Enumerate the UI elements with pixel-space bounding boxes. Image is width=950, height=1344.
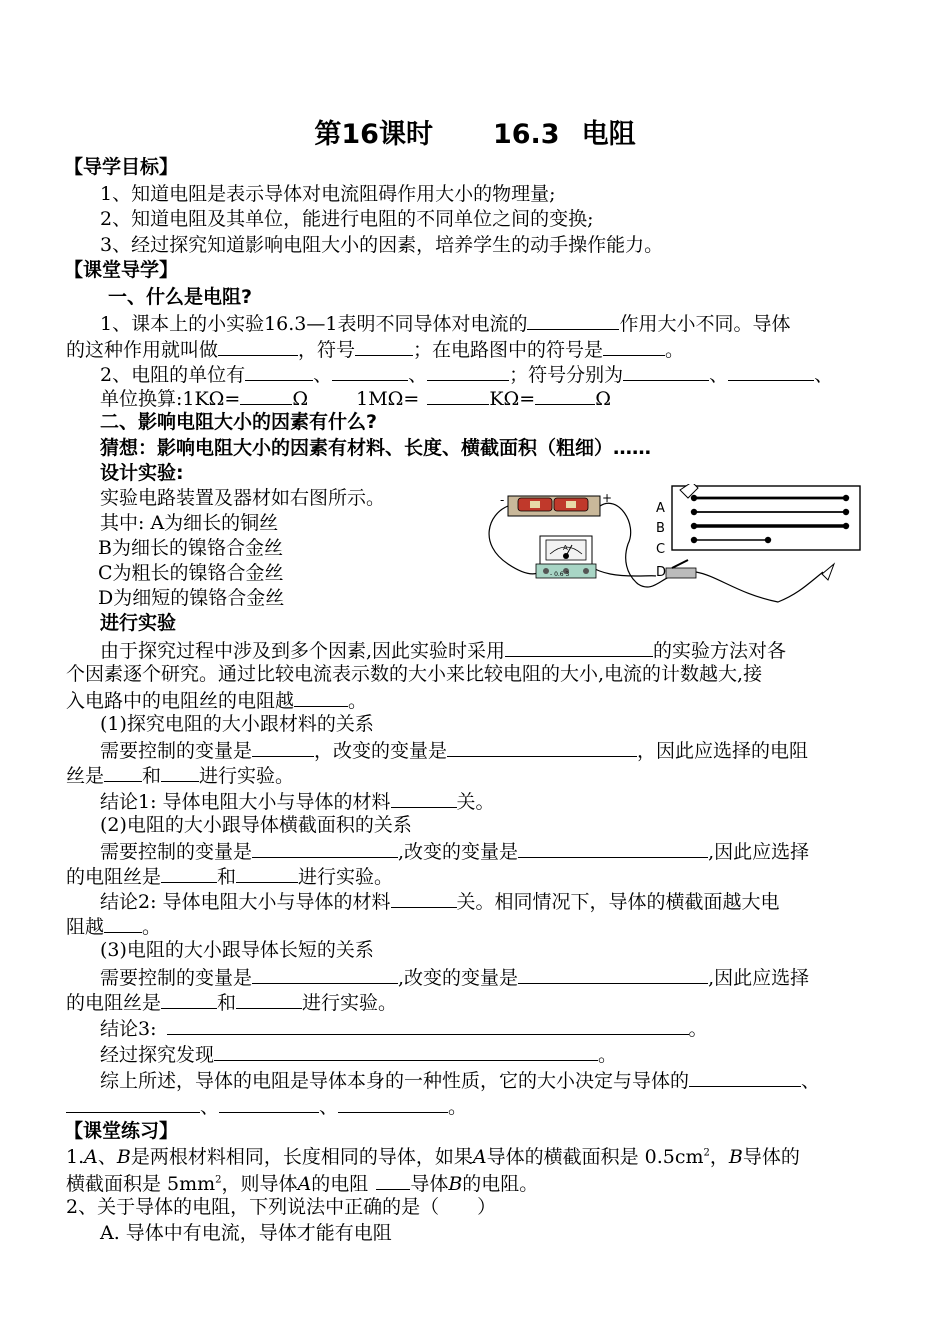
blank-field[interactable] xyxy=(391,887,457,908)
blank-field[interactable] xyxy=(427,360,509,381)
conclusion-2-cont: 阻越 。 xyxy=(66,912,161,940)
goal-item: 2、知道电阻及其单位，能进行电阻的不同单位之间的变换; xyxy=(100,208,594,230)
blank-field[interactable] xyxy=(623,360,709,381)
blank-field[interactable] xyxy=(376,1169,410,1190)
section-name: 电阻 xyxy=(581,119,636,150)
wire-label-b: B xyxy=(656,521,665,536)
blank-field[interactable] xyxy=(391,787,457,808)
blank-field[interactable] xyxy=(535,384,595,405)
exp3-line1: 需要控制的变量是 ,改变的变量是 ,因此应选择 xyxy=(100,963,809,991)
blank-field[interactable] xyxy=(104,912,142,933)
summary-line1: 综上所述，导体的电阻是导体本身的一种性质，它的大小决定与导体的 、 xyxy=(100,1066,820,1094)
exp2-heading: (2)电阻的大小跟导体横截面积的关系 xyxy=(100,814,412,836)
summary-line2: 、 、 。 xyxy=(66,1092,467,1120)
practice-q1-line1: 1.A、B是两根材料相同，长度相同的导体，如果A导体的横截面积是 $0.5cm^2$，B导体的 xyxy=(66,1146,800,1168)
blank-field[interactable] xyxy=(689,1066,801,1087)
guide-heading: 【课堂导学】 xyxy=(64,259,179,281)
blank-field[interactable] xyxy=(167,1014,689,1035)
exp3-heading: (3)电阻的大小跟导体长短的关系 xyxy=(100,939,374,961)
blank-field[interactable] xyxy=(447,736,637,757)
blank-field[interactable] xyxy=(219,1092,319,1113)
design-line: C为粗长的镍铬合金丝 xyxy=(98,562,284,584)
page-title xyxy=(0,112,950,151)
battery-minus-label: - xyxy=(500,493,505,507)
conclusion-1: 结论1: 导体电阻大小与导体的材料 关。 xyxy=(100,787,495,815)
blank-field[interactable] xyxy=(236,862,298,883)
blank-field[interactable] xyxy=(252,736,314,757)
run-heading: 进行实验 xyxy=(100,612,177,634)
practice-heading: 【课堂练习】 xyxy=(64,1120,179,1142)
blank-field[interactable] xyxy=(518,837,708,858)
part1-heading: 一、什么是电阻? xyxy=(108,286,253,308)
guess-line: 猜想：影响电阻大小的因素有材料、长度、横截面积（粗细）…… xyxy=(100,437,652,459)
finding-line: 经过探究发现 。 xyxy=(100,1040,617,1068)
design-line: 其中: A为细长的铜丝 xyxy=(100,512,279,534)
run-line2: 个因素逐个研究。通过比较电流表示数的大小来比较电阻的大小,电流的计数越大,接 xyxy=(66,663,763,685)
design-line: B为细长的镍铬合金丝 xyxy=(98,537,283,559)
practice-q2-option-a: A. 导体中有电流，导体才能有电阻 xyxy=(100,1222,392,1244)
goal-item: 1、知道电阻是表示导体对电流阻碍作用大小的物理量; xyxy=(100,183,556,205)
q1-line1: 1、课本上的小实验16.3—1表明不同导体对电流的 作用大小不同。导体 xyxy=(100,309,791,337)
blank-field[interactable] xyxy=(355,335,413,356)
conclusion-3: 结论3: 。 xyxy=(100,1014,708,1042)
conclusion-2: 结论2: 导体电阻大小与导体的材料 关。相同情况下，导体的横截面越大电 xyxy=(100,887,780,915)
blank-field[interactable] xyxy=(427,384,489,405)
blank-field[interactable] xyxy=(338,1092,448,1113)
practice-q2: 2、关于导体的电阻，下列说法中正确的是（ ） xyxy=(66,1196,497,1218)
exp2-line2: 的电阻丝是 和 进行实验。 xyxy=(66,862,393,890)
exp1-line2: 丝是 和 进行实验。 xyxy=(66,761,294,789)
blank-field[interactable] xyxy=(252,963,398,984)
blank-field[interactable] xyxy=(245,360,313,381)
blank-field[interactable] xyxy=(527,309,619,330)
q2-line: 2、电阻的单位有 、 、 ；符号分别为 、 、 xyxy=(100,360,833,388)
blank-field[interactable] xyxy=(161,761,199,782)
exp2-line1: 需要控制的变量是 ,改变的变量是 ,因此应选择 xyxy=(100,837,809,865)
ammeter-scale: - 0.6 3 xyxy=(550,571,570,578)
run-line1: 由于探究过程中涉及到多个因素,因此实验时采用 的实验方法对各 xyxy=(100,636,786,664)
circuit-figure xyxy=(478,484,880,609)
exp3-line2: 的电阻丝是 和 进行实验。 xyxy=(66,988,397,1016)
blank-field[interactable] xyxy=(218,335,298,356)
design-heading: 设计实验: xyxy=(100,462,184,484)
blank-field[interactable] xyxy=(505,636,653,657)
section-number: 16.3 xyxy=(492,119,560,150)
part2-heading: 二、影响电阻大小的因素有什么? xyxy=(100,411,378,433)
run-line3: 入电路中的电阻丝的电阻越 。 xyxy=(66,686,367,714)
q1-line2: 的这种作用就叫做 ，符号 ；在电路图中的符号是 。 xyxy=(66,335,684,363)
blank-field[interactable] xyxy=(518,963,708,984)
lesson-number: 第16课时 xyxy=(314,119,433,150)
wire-label-c: C xyxy=(656,542,666,557)
practice-q1-line2: 横截面积是 $5mm^2$，则导体A的电阻 导体B的电阻。 xyxy=(66,1169,538,1197)
goal-item: 3、经过探究知道影响电阻大小的因素，培养学生的动手操作能力。 xyxy=(100,234,664,256)
blank-field[interactable] xyxy=(240,384,292,405)
blank-field[interactable] xyxy=(603,335,665,356)
unit-conversion: 单位换算:1KΩ= Ω 1MΩ= KΩ= Ω xyxy=(100,384,611,412)
blank-field[interactable] xyxy=(252,837,398,858)
exp1-line1: 需要控制的变量是 ，改变的变量是 ，因此应选择的电阻 xyxy=(100,736,808,764)
battery-plus-label: + xyxy=(602,491,613,505)
blank-field[interactable] xyxy=(294,686,348,707)
blank-field[interactable] xyxy=(104,761,142,782)
blank-field[interactable] xyxy=(332,360,408,381)
design-line: 实验电路装置及器材如右图所示。 xyxy=(100,487,386,509)
blank-field[interactable] xyxy=(66,1092,200,1113)
blank-field[interactable] xyxy=(161,988,217,1009)
goals-heading: 【导学目标】 xyxy=(64,156,179,178)
blank-field[interactable] xyxy=(161,862,217,883)
design-line: D为细短的镍铬合金丝 xyxy=(98,587,285,609)
wire-label-d: D xyxy=(656,565,667,580)
blank-field[interactable] xyxy=(214,1040,598,1061)
wire-label-a: A xyxy=(656,501,665,516)
blank-field[interactable] xyxy=(236,988,302,1009)
exp1-heading: (1)探究电阻的大小跟材料的关系 xyxy=(100,713,374,735)
ammeter-label: A xyxy=(563,544,568,552)
blank-field[interactable] xyxy=(728,360,814,381)
